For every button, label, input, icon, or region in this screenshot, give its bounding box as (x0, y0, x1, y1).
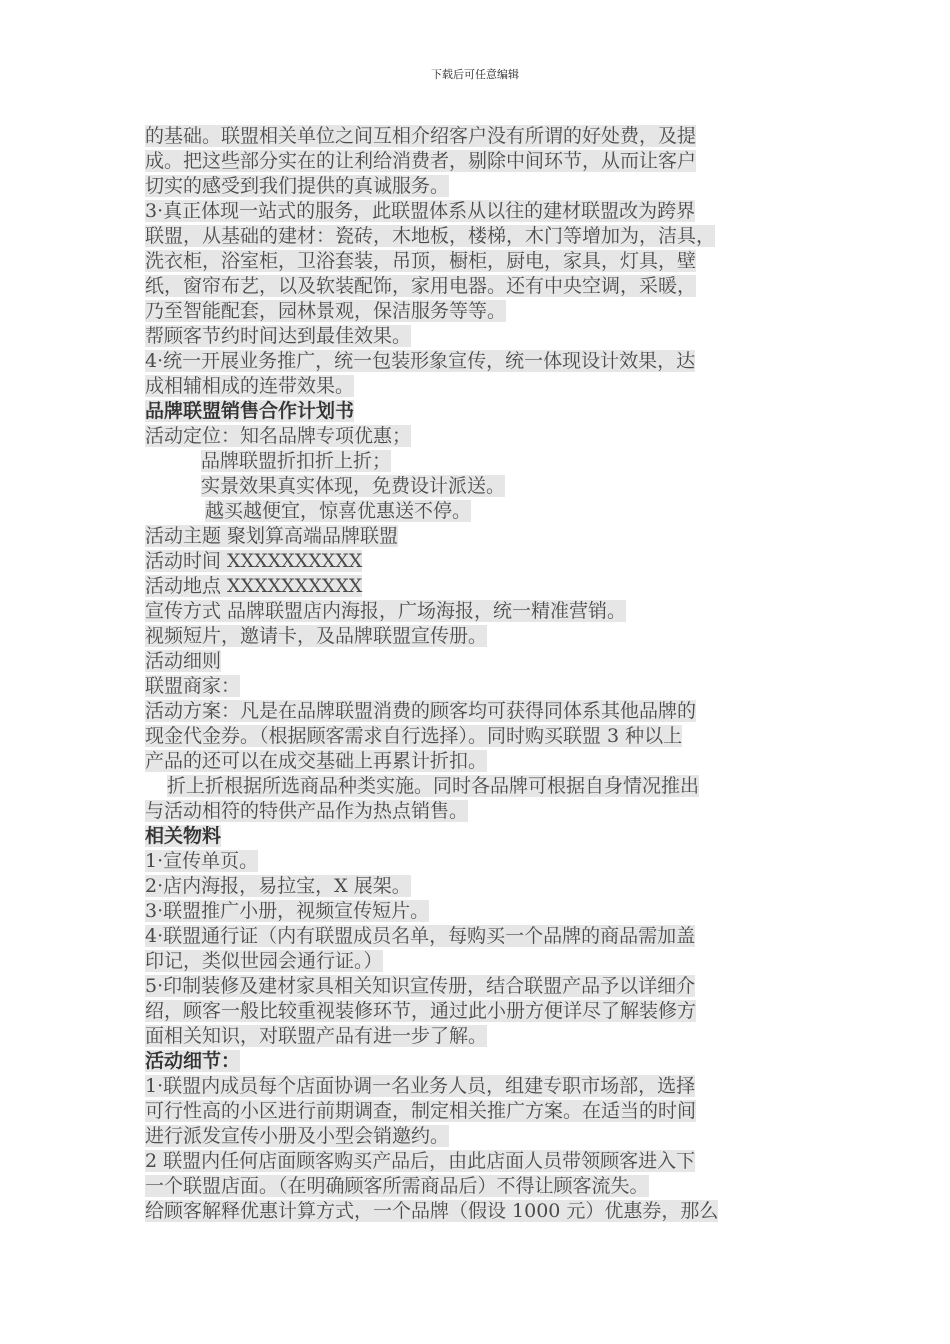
text-line (145, 499, 807, 524)
text-line-content: 活动定位：知名品牌专项优惠； (145, 425, 412, 447)
text-line (145, 599, 807, 624)
text-line-content: 的基础。联盟相关单位之间互相介绍客户没有所谓的好处费，及提 (145, 125, 697, 147)
text-line (145, 524, 807, 549)
text-line (145, 874, 807, 899)
text-line-content: 越买越便宜，惊喜优惠送不停。 (205, 500, 472, 522)
text-line-content: 帮顾客节约时间达到最佳效果。 (145, 325, 412, 347)
text-line (145, 274, 807, 299)
text-line-content: 活动主题 聚划算高端品牌联盟 (145, 525, 399, 547)
text-line (145, 574, 807, 599)
text-line-content: 联盟商家： (145, 675, 241, 697)
text-line-content: 2 联盟内任何店面顾客购买产品后，由此店面人员带领顾客进入下 (145, 1150, 696, 1172)
text-line-content: 切实的感受到我们提供的真诚服务。 (145, 175, 450, 197)
text-line (145, 324, 807, 349)
text-line-content: 纸，窗帘布艺，以及软装配饰，家用电器。还有中央空调，采暖， (145, 275, 697, 297)
text-line (145, 149, 807, 174)
text-line-content: 1·联盟内成员每个店面协调一名业务人员，组建专职市场部，选择 (145, 1075, 696, 1097)
text-line (145, 249, 807, 274)
text-line (145, 199, 807, 224)
text-line-content: 洗衣柜，浴室柜，卫浴套装，吊顶，橱柜，厨电，家具，灯具，壁 (145, 250, 697, 272)
text-line (145, 999, 807, 1024)
text-line-content: 5·印制装修及建材家具相关知识宣传册，结合联盟产品予以详细介 (145, 975, 696, 997)
text-line-content: 宣传方式 品牌联盟店内海报，广场海报，统一精准营销。 (145, 600, 627, 622)
text-line (145, 374, 807, 399)
text-line-content: 1·宣传单页。 (145, 850, 259, 872)
text-line (145, 774, 807, 799)
text-line (145, 949, 807, 974)
section-heading (145, 399, 807, 424)
text-line (145, 349, 807, 374)
text-line-content: 产品的还可以在成交基础上再累计折扣。 (145, 750, 488, 772)
text-line (145, 1074, 807, 1099)
text-line-content: 相关物料 (145, 825, 222, 847)
text-line (145, 1024, 807, 1049)
text-line-content: 现金代金券。（根据顾客需求自行选择）。同时购买联盟 3 种以上 (145, 725, 683, 747)
text-line (145, 1124, 807, 1149)
text-line-content: 活动细节： (145, 1050, 241, 1072)
text-line-content: 活动细则 (145, 650, 222, 672)
text-line (145, 849, 807, 874)
text-line-content: 活动方案：凡是在品牌联盟消费的顾客均可获得同体系其他品牌的 (145, 700, 697, 722)
text-line (145, 724, 807, 749)
text-line (145, 1149, 807, 1174)
text-line-content: 折上折根据所选商品种类实施。同时各品牌可根据自身情况推出 (167, 775, 700, 797)
text-line (145, 1199, 807, 1224)
text-line-content: 印记，类似世园会通行证。） (145, 950, 383, 972)
text-line-content: 活动时间 XXXXXXXXXX (145, 550, 363, 572)
text-line-content: 一个联盟店面。（在明确顾客所需商品后）不得让顾客流失。 (145, 1175, 649, 1197)
text-line (145, 799, 807, 824)
text-line (145, 549, 807, 574)
text-line (145, 449, 807, 474)
text-line-content: 进行派发宣传小册及小型会销邀约。 (145, 1125, 450, 1147)
text-line (145, 924, 807, 949)
text-line-content: 视频短片，邀请卡，及品牌联盟宣传册。 (145, 625, 488, 647)
text-line-content: 乃至智能配套，园林景观，保洁服务等等。 (145, 300, 507, 322)
document-body (145, 124, 807, 1224)
text-line-content: 给顾客解释优惠计算方式，一个品牌（假设 1000 元）优惠券，那么 (145, 1200, 719, 1222)
page-header-note: 下载后可任意编辑 (431, 68, 519, 81)
text-line (145, 649, 807, 674)
text-line (145, 749, 807, 774)
text-line-content: 与活动相符的特供产品作为热点销售。 (145, 800, 469, 822)
text-line-content: 2·店内海报，易拉宝，X 展架。 (145, 875, 411, 897)
text-line (145, 624, 807, 649)
text-line (145, 899, 807, 924)
text-line-content: 实景效果真实体现，免费设计派送。 (201, 475, 506, 497)
section-heading (145, 1049, 807, 1074)
text-line-content: 联盟，从基础的建材：瓷砖，木地板，楼梯，木门等增加为，洁具， (145, 225, 716, 247)
text-line-content: 绍，顾客一般比较重视装修环节，通过此小册方便详尽了解装修方 (145, 1000, 697, 1022)
text-line (145, 299, 807, 324)
text-line (145, 1099, 807, 1124)
text-line (145, 174, 807, 199)
text-line-content: 4·统一开展业务推广，统一包装形象宣传，统一体现设计效果，达 (145, 350, 696, 372)
text-line-content: 成相辅相成的连带效果。 (145, 375, 355, 397)
text-line (145, 699, 807, 724)
text-line (145, 974, 807, 999)
text-line (145, 124, 807, 149)
text-line-content: 3·联盟推广小册，视频宣传短片。 (145, 900, 430, 922)
text-line (145, 674, 807, 699)
text-line-content: 面相关知识，对联盟产品有进一步了解。 (145, 1025, 488, 1047)
text-line-content: 成。把这些部分实在的让利给消费者，剔除中间环节，从而让客户 (145, 150, 697, 172)
text-line-content: 4·联盟通行证（内有联盟成员名单，每购买一个品牌的商品需加盖 (145, 925, 696, 947)
text-line-content: 3·真正体现一站式的服务，此联盟体系从以往的建材联盟改为跨界 (145, 200, 696, 222)
text-line (145, 224, 807, 249)
text-line (145, 1174, 807, 1199)
text-line-content: 品牌联盟折扣折上折； (201, 450, 392, 472)
text-line-content: 可行性高的小区进行前期调查，制定相关推广方案。在适当的时间 (145, 1100, 697, 1122)
text-line (145, 424, 807, 449)
section-heading (145, 824, 807, 849)
text-line (145, 474, 807, 499)
text-line-content: 品牌联盟销售合作计划书 (145, 400, 355, 422)
text-line-content: 活动地点 XXXXXXXXXX (145, 575, 363, 597)
